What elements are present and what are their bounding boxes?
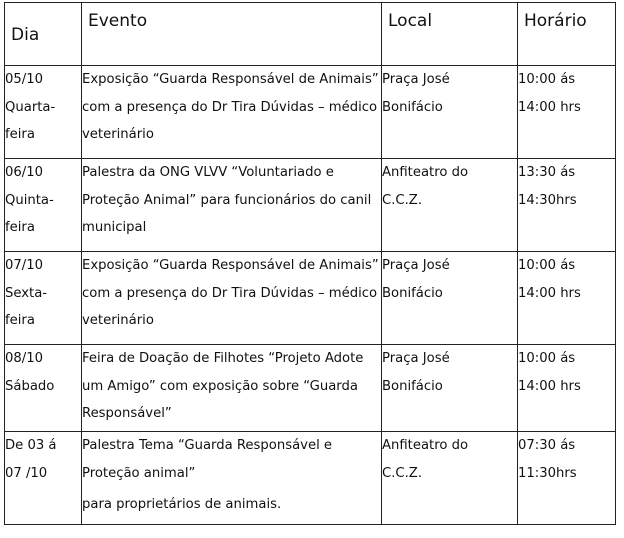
cell-evento: Palestra Tema “Guarda Responsável e Proteção animal” para proprietários de animais. — [82, 432, 382, 525]
cell-evento: Exposição “Guarda Responsável de Animais” com a presença do Dr Tira Dúvidas – médico veterinário — [82, 66, 382, 159]
cell-dia: 06/10 Quinta- feira — [5, 159, 82, 252]
table-row — [5, 432, 616, 525]
cell-dia: 08/10 Sábado — [5, 345, 82, 432]
cell-local: Praça José Bonifácio — [382, 252, 518, 345]
cell-evento: Feira de Doação de Filhotes “Projeto Adote um Amigo” com exposição sobre “Guarda Responsável” — [82, 345, 382, 432]
cell-horario: 07:30 ás 11:30hrs — [518, 432, 616, 525]
table-row — [5, 252, 616, 345]
cell-local: Praça José Bonifácio — [382, 345, 518, 432]
header-horario: Horário — [518, 3, 616, 66]
cell-horario: 10:00 ás 14:00 hrs — [518, 66, 616, 159]
table-row — [5, 66, 616, 159]
cell-horario: 10:00 ás 14:00 hrs — [518, 345, 616, 432]
table-row — [5, 159, 616, 252]
cell-local: Praça José Bonifácio — [382, 66, 518, 159]
header-dia: Dia — [5, 3, 82, 66]
header-evento: Evento — [82, 3, 382, 66]
cell-evento: Palestra da ONG VLVV “Voluntariado e Proteção Animal” para funcionários do canil municipal — [82, 159, 382, 252]
cell-horario: 13:30 ás 14:30hrs — [518, 159, 616, 252]
cell-local: Anfiteatro do C.C.Z. — [382, 159, 518, 252]
header-local: Local — [382, 3, 518, 66]
header-row — [5, 3, 616, 66]
cell-dia: 05/10 Quarta- feira — [5, 66, 82, 159]
event-schedule-table — [4, 2, 616, 525]
cell-evento: Exposição “Guarda Responsável de Animais” com a presença do Dr Tira Dúvidas – médico veterinário — [82, 252, 382, 345]
cell-dia: De 03 á 07 /10 — [5, 432, 82, 525]
cell-horario: 10:00 ás 14:00 hrs — [518, 252, 616, 345]
cell-dia: 07/10 Sexta- feira — [5, 252, 82, 345]
table-row — [5, 345, 616, 432]
cell-local: Anfiteatro do C.C.Z. — [382, 432, 518, 525]
